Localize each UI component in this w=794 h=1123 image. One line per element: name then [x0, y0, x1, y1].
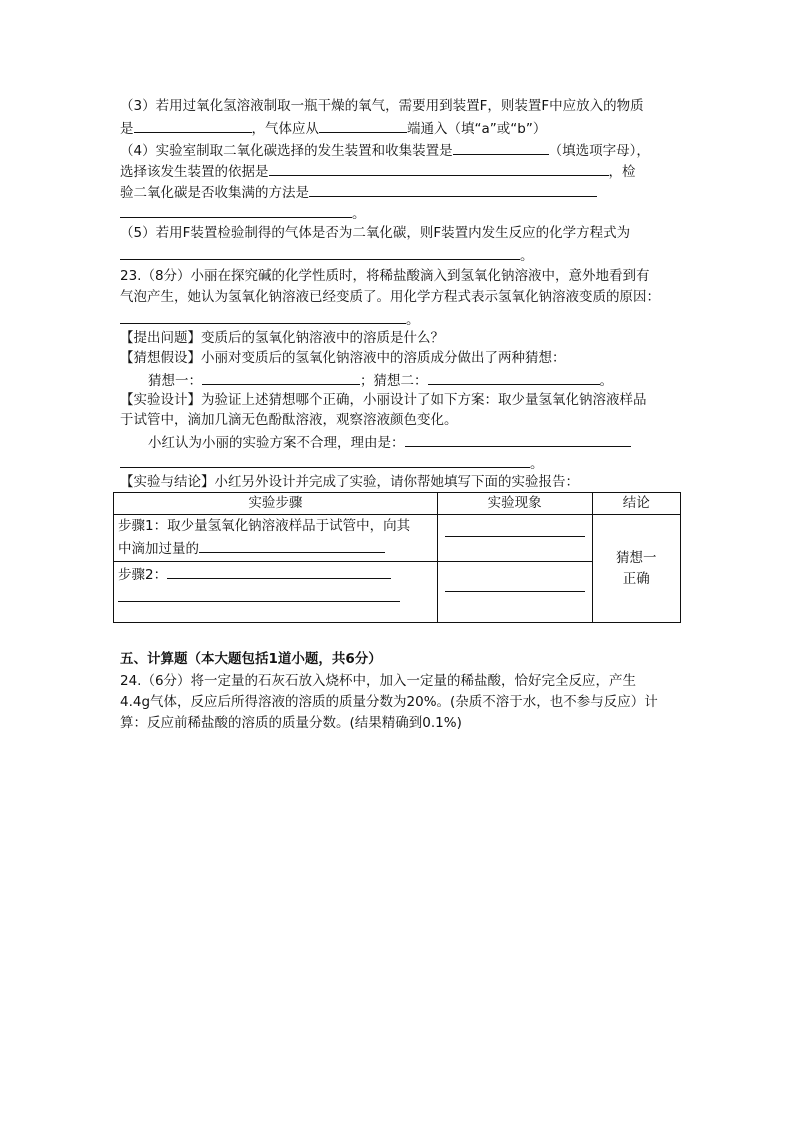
step1-cell [114, 515, 438, 562]
q23-reason [148, 431, 631, 453]
step2-cell [114, 562, 438, 623]
text: 选择该发生装置的依据是 [120, 164, 269, 180]
answer-blank[interactable] [134, 117, 252, 133]
text: 。 [520, 248, 534, 264]
text: （填选项字母）， [548, 143, 650, 159]
table-row [114, 515, 681, 562]
q23-design1: 【实验设计】为验证上述猜想哪个正确，小丽设计了如下方案：取少量氢氧化钠溶液样品 [120, 392, 647, 408]
q23-question: 【提出问题】变质后的氢氧化钠溶液中的溶质是什么？ [120, 330, 444, 346]
phenomenon1-cell [437, 515, 592, 562]
text: 验二氧化碳是否收集满的方法是 [120, 185, 309, 201]
q24-line2: 4.4g气体，反应后所得溶液的溶质的质量分数为20%。(杂质不溶于水，也不参与反应）计 [120, 694, 658, 710]
answer-blank[interactable] [319, 117, 407, 133]
q23-conclusion-intro: 【实验与结论】小红另外设计并完成了实验，请你帮她填写下面的实验报告： [120, 474, 579, 490]
q22-part4-line2 [120, 160, 636, 182]
answer-blank[interactable] [269, 160, 609, 176]
text: 。 [599, 373, 613, 389]
experiment-report-table [113, 492, 681, 623]
header-conclusion: 结论 [592, 493, 680, 515]
text: 。 [530, 456, 544, 472]
q23-line2: 气泡产生，她认为氢氧化钠溶液已经变质了。用化学方程式表示氢氧化钠溶液变质的原因： [120, 289, 660, 305]
q24-line1: 24.（6分）将一定量的石灰石放入烧杯中，加入一定量的稀盐酸，恰好完全反应，产生 [120, 673, 637, 689]
q22-part3-line1: （3）若用过氧化氢溶液制取一瓶干燥的氧气，需要用到装置F，则装置F中应放入的物质 [120, 98, 644, 114]
answer-blank[interactable] [445, 536, 585, 537]
answer-blank[interactable] [120, 308, 406, 324]
q22-part4-line1 [120, 139, 650, 161]
section5-heading: 五、计算题（本大题包括1道小题，共6分） [120, 651, 382, 667]
text: ，气体应从 [251, 121, 319, 137]
answer-blank[interactable] [120, 244, 520, 260]
text: ，检 [608, 164, 636, 180]
text: 。 [352, 206, 366, 222]
header-steps: 实验步骤 [114, 493, 438, 515]
q23-hypothesis: 【猜想假设】小丽对变质后的氢氧化钠溶液中的溶质成分做出了两种猜想： [120, 350, 566, 366]
text: 步骤2： [118, 567, 168, 583]
text: 中滴加过量的 [118, 541, 199, 557]
q23-line1: 23.（8分）小丽在探究碱的化学性质时，将稀盐酸滴入到氢氧化钠溶液中，意外地看到有 [120, 268, 650, 284]
text: 猜想一 [616, 549, 657, 566]
text: 猜想一： [148, 373, 202, 389]
q24-line3: 算：反应前稀盐酸的溶质的质量分数。(结果精确到0.1%) [120, 715, 462, 731]
q22-part4-line4 [120, 202, 366, 224]
text: 小红认为小丽的实验方案不合理，理由是： [148, 435, 405, 451]
conclusion-cell [592, 515, 680, 623]
text: 。 [406, 312, 420, 328]
header-phenomenon: 实验现象 [437, 493, 592, 515]
q23-design2: 于试管中，滴加几滴无色酚酞溶液，观察溶液颜色变化。 [120, 412, 458, 428]
q22-part4-line3 [120, 181, 597, 203]
text: ；猜想二： [360, 373, 428, 389]
answer-blank[interactable] [309, 181, 597, 197]
answer-blank[interactable] [120, 452, 530, 468]
answer-blank[interactable] [453, 139, 549, 155]
q22-part5-line1: （5）若用F装置检验制得的气体是否为二氧化碳，则F装置内发生反应的化学方程式为 [120, 225, 631, 241]
text: 正确 [622, 570, 650, 587]
text: 端通入（填“a”或“b”） [407, 121, 547, 137]
text: （4）实验室制取二氧化碳选择的发生装置和收集装置是 [120, 143, 453, 159]
q23-reason-line2 [120, 452, 544, 474]
phenomenon2-cell [437, 562, 592, 623]
q22-part3-line2 [120, 117, 546, 139]
answer-blank[interactable] [167, 563, 391, 579]
text: 步骤1：取少量氢氧化钠溶液样品于试管中，向其 [118, 518, 411, 534]
q23-line3 [120, 308, 420, 330]
answer-blank[interactable] [199, 537, 385, 553]
answer-blank[interactable] [445, 591, 585, 592]
table-header-row [114, 493, 681, 515]
q23-guesses [148, 369, 613, 391]
q22-part5-line2 [120, 244, 534, 266]
guess2-blank[interactable] [428, 369, 600, 385]
text: 是 [120, 121, 134, 137]
guess1-blank[interactable] [202, 369, 360, 385]
answer-blank[interactable] [120, 202, 352, 218]
answer-blank[interactable] [405, 431, 631, 447]
answer-blank[interactable] [118, 586, 400, 602]
